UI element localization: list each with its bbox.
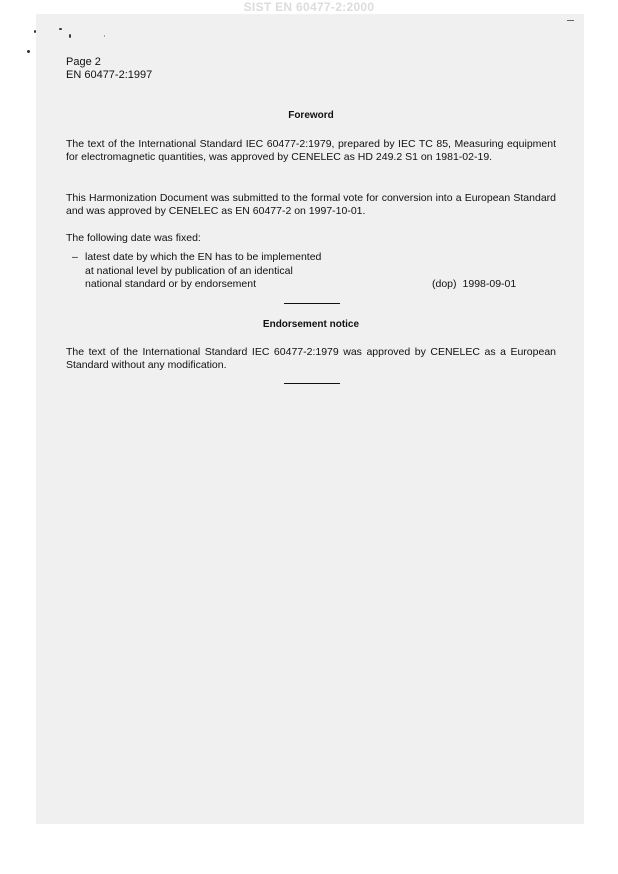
fixed-date-value (432, 278, 516, 292)
fixed-date-line: latest date by which the EN has to be implemented (85, 251, 322, 263)
watermark: SIST EN 60477-2:2000 (243, 0, 375, 14)
endorsement-paragraph: The text of the International Standard IEC 60477-2:1979 was approved by CENELEC as a European Standard without any modification. (66, 346, 556, 371)
list-dash: – (72, 251, 78, 263)
foreword-heading: Foreword (288, 110, 334, 121)
page-header (66, 56, 152, 82)
dop-date: 1998-09-01 (462, 278, 517, 290)
fixed-date-line: at national level by publication of an identical (85, 264, 293, 277)
dop-code: (dop) (432, 278, 457, 290)
page-number: Page 2 (66, 56, 101, 68)
scan-speck (69, 34, 71, 38)
fixed-date-description (85, 251, 425, 292)
corner-mark (567, 20, 574, 21)
foreword-paragraph-2: This Harmonization Document was submitted to the formal vote for conversion into a European Standard and was approved by CENELEC as EN 60477-2 on 1997-10-01. (66, 192, 556, 217)
endorsement-heading: Endorsement notice (262, 319, 360, 330)
scan-speck (59, 28, 62, 30)
foreword-paragraph-3: The following date was fixed: (66, 232, 201, 244)
standard-number: EN 60477-2:1997 (66, 69, 153, 81)
scan-speck (104, 35, 105, 37)
document-page (36, 14, 584, 824)
scan-speck (27, 50, 30, 53)
divider-rule (284, 303, 340, 304)
foreword-paragraph-1: The text of the International Standard IEC 60477-2:1979, prepared by IEC TC 85, Measuring equipment for electromagnetic quantities, was approved by CENELEC as HD 249.2 S1 on 1981-02-19. (66, 138, 556, 163)
scan-speck (34, 30, 36, 33)
fixed-date-line: national standard or by endorsement (85, 278, 257, 290)
divider-rule (284, 383, 340, 384)
